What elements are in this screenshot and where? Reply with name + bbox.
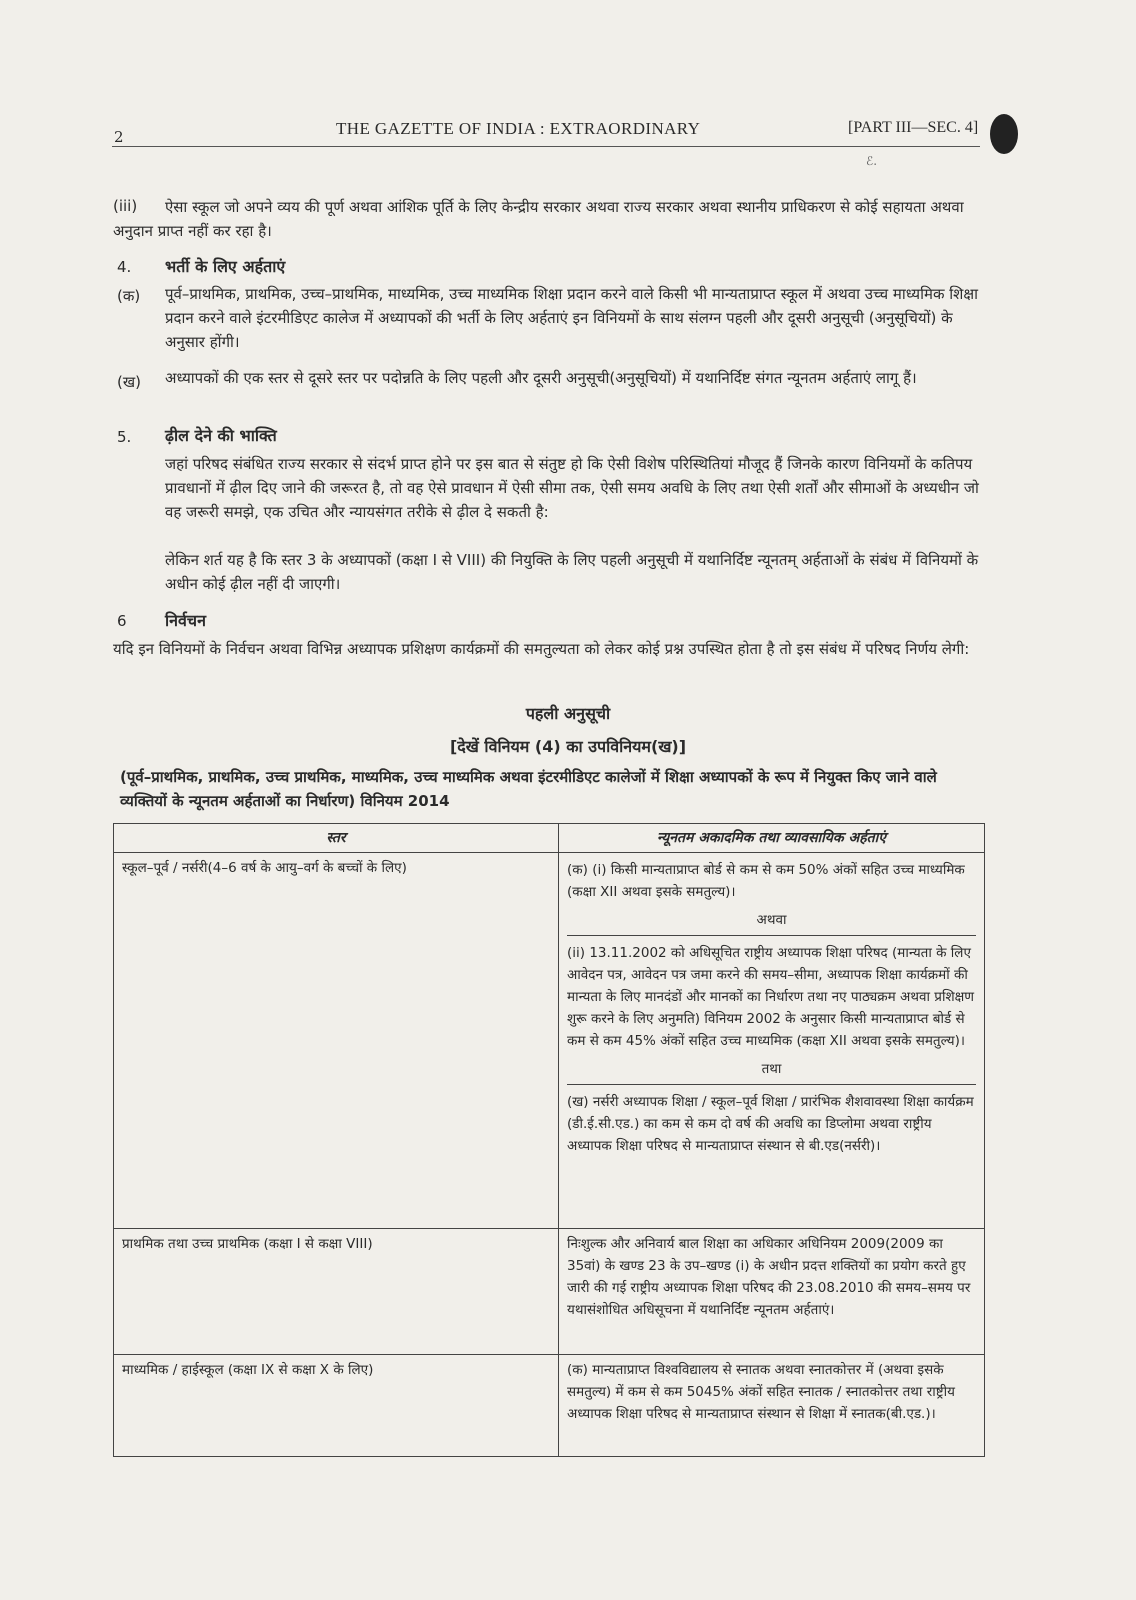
corner-mark: ℰ.	[866, 154, 878, 168]
table-row	[114, 853, 985, 1229]
qualifications-table	[113, 823, 985, 1457]
section-4-number: 4.	[117, 258, 132, 276]
qualification-a1: (क) (i) किसी मान्यताप्राप्त बोर्ड से कम से कम 50% अंकों सहित उच्च माध्यमिक (कक्षा XII अथवा इसके समतुल्य)।	[567, 862, 965, 900]
clause-iii-number: (iii)	[113, 197, 138, 215]
section-4a-text: पूर्व–प्राथमिक, प्राथमिक, उच्च–प्राथमिक, माध्यमिक, उच्च माध्यमिक शिक्षा प्रदान करने वाले किसी भी मान्यताप्राप्त स्कूल में अथवा उच्च माध्यमिक शिक्षा प्रदान करने वाले इंटरमीडिएट कालेज में अध्यापकों की भर्ती के लिए अर्हताएं इन विनियमों के साथ संलग्न पहली और दूसरी अनुसूची (अनुसूचियों) के अनुसार होंगी।	[165, 285, 978, 351]
header-rule	[112, 146, 980, 147]
section-6-text: यदि इन विनियमों के निर्वचन अथवा विभिन्न अध्यापक प्रशिक्षण कार्यक्रमों की समतुल्यता को लेकर कोई प्रश्न उपस्थित होता है तो इस संबंध में परिषद निर्णय लेगी:	[113, 640, 970, 658]
punch-hole-mark	[990, 114, 1018, 154]
qualification-primary: निःशुल्क और अनिवार्य बाल शिक्षा का अधिकार अधिनियम 2009(2009 का 35वां) के खण्ड 23 के उप–खण्ड (i) के अधीन प्रदत्त शक्तियों का प्रयोग करते हुए जारी की गई राष्ट्रीय अध्यापक शिक्षा परिषद की 23.08.2010 की समय–समय पर यथासंशोधित अधिसूचना में यथानिर्दिष्ट न्यूनतम अर्हताएं।	[559, 1229, 985, 1355]
qualification-secondary: (क) मान्यताप्राप्त विश्वविद्यालय से स्नातक अथवा स्नातकोत्तर में (अथवा इसके समतुल्य) में कम से कम 5045% अंकों सहित स्नातक / स्नातकोत्तर तथा राष्ट्रीय अध्यापक शिक्षा परिषद से मान्यताप्राप्त संस्थान से शिक्षा में स्नातक(बी.एड.)।	[559, 1355, 985, 1457]
level-primary: प्राथमिक तथा उच्च प्राथमिक (कक्षा I से कक्षा VIII)	[114, 1229, 559, 1355]
section-5-heading: ढ़ील देने की भाक्ति	[165, 426, 277, 445]
level-pre-school: स्कूल–पूर्व / नर्सरी(4–6 वर्ष के आयु–वर्ग के बच्चों के लिए)	[114, 853, 559, 1229]
table-header-row	[114, 824, 985, 853]
part-section: [PART III—SEC. 4]	[848, 119, 979, 136]
qualification-pre-school	[559, 853, 985, 1229]
separator-and: तथा	[567, 1056, 976, 1085]
section-4b-label: (ख)	[117, 373, 141, 391]
section-5-para-2: लेकिन शर्त यह है कि स्तर 3 के अध्यापकों (कक्षा I से VIII) की नियुक्ति के लिए पहली अनुसूची में यथानिर्दिष्ट न्यूनतम् अर्हताओं के संबंध में विनियमों के अधीन कोई ढ़ील नहीं दी जाएगी।	[165, 551, 979, 593]
header-qualifications: न्यूनतम अकादमिक तथा व्यावसायिक अर्हताएं	[559, 824, 985, 853]
qualification-a2: (ii) 13.11.2002 को अधिसूचित राष्ट्रीय अध्यापक शिक्षा परिषद (मान्यता के लिए आवेदन पत्र, आवेदन पत्र जमा करने की समय–सीमा, अध्यापक शिक्षा कार्यक्रमों की मान्यता के लिए मानदंडों और मानकों का निर्धारण तथा नए पाठ्यक्रम अथवा प्रशिक्षण शुरू करने के लिए अनुमति) विनियम 2002 के अनुसार किसी मान्यताप्राप्त बोर्ड से कम से कम 45% अंकों सहित उच्च माध्यमिक (कक्षा XII अथवा इसके समतुल्य)।	[567, 945, 975, 1049]
schedule-subtitle: (पूर्व–प्राथमिक, प्राथमिक, उच्च प्राथमिक, माध्यमिक, उच्च माध्यमिक अथवा इंटरमीडिएट कालेजों में शिक्षा अध्यापकों के रूप में नियुक्त किए जाने वाले व्यक्तियों के न्यूनतम अर्हताओं का निर्धारण) विनियम 2014	[120, 768, 937, 810]
section-4-heading: भर्ती के लिए अर्हताएं	[165, 257, 286, 276]
table-row	[114, 1229, 985, 1355]
schedule-title: पहली अनुसूची	[525, 704, 611, 723]
section-5-para-1: जहां परिषद संबंधित राज्य सरकार से संदर्भ प्राप्त होने पर इस बात से संतुष्ट हो कि ऐसी विशेष परिस्थितियां मौजूद हैं जिनके कारण विनियमों के कतिपय प्रावधानों में ढ़ील दिए जाने की जरूरत है, तो वह ऐसे प्रावधान में ऐसी सीमा तक, ऐसी समय अवधि के लिए तथा ऐसी शर्तों और सीमाओं के अध्यधीन जो वह जरूरी समझे, एक उचित और न्यायसंगत तरीके से ढ़ील दे सकती है:	[165, 455, 979, 521]
gazette-title: THE GAZETTE OF INDIA : EXTRAORDINARY	[336, 119, 701, 138]
qualification-b: (ख) नर्सरी अध्यापक शिक्षा / स्कूल–पूर्व शिक्षा / प्रारंभिक शैशवावस्था शिक्षा कार्यक्रम (डी.ई.सी.एड.) का कम से कम दो वर्ष की अवधि का डिप्लोमा अथवा राष्ट्रीय अध्यापक शिक्षा परिषद से मान्यताप्राप्त संस्थान से बी.एड(नर्सरी)।	[567, 1094, 974, 1154]
section-4b-text: अध्यापकों की एक स्तर से दूसरे स्तर पर पदोन्नति के लिए पहली और दूसरी अनुसूची(अनुसूचियों) में यथानिर्दिष्ट संगत न्यूनतम अर्हताएं लागू हैं।	[165, 369, 917, 387]
clause-iii-text: ऐसा स्कूल जो अपने व्यय की पूर्ण अथवा आंशिक पूर्ति के लिए केन्द्रीय सरकार अथवा राज्य सरकार अथवा स्थानीय प्राधिकरण से कोई सहायता अथवा अनुदान प्राप्त नहीं कर रहा है।	[113, 198, 964, 240]
section-5-number: 5.	[117, 428, 132, 446]
separator-or: अथवा	[567, 907, 976, 936]
header-level: स्तर	[114, 824, 559, 853]
level-secondary: माध्यमिक / हाईस्कूल (कक्षा IX से कक्षा X के लिए)	[114, 1355, 559, 1457]
section-6-heading: निर्वचन	[165, 611, 206, 630]
table-row	[114, 1355, 985, 1457]
schedule-reference: [देखें विनियम (4) का उपविनियम(ख)]	[449, 737, 687, 756]
section-6-number: 6	[117, 612, 127, 630]
section-4a-label: (क)	[117, 287, 141, 305]
page-number: 2	[114, 128, 124, 146]
